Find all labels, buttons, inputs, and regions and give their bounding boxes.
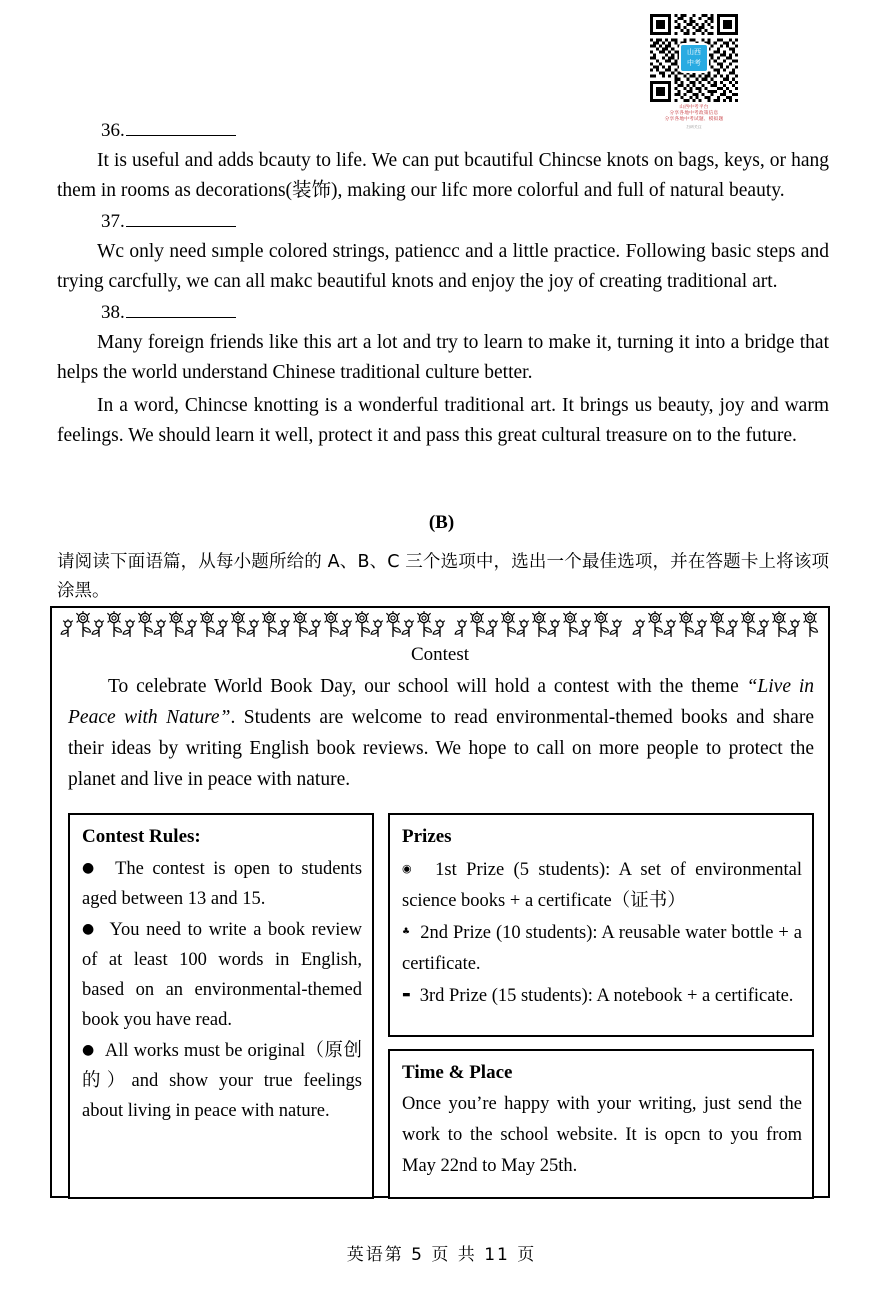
qr-logo-line2: 中考 xyxy=(687,59,701,67)
prize-item xyxy=(402,853,802,917)
prizes-box xyxy=(388,813,814,1037)
poster-info-boxes xyxy=(68,813,814,1199)
contest-rule-item xyxy=(82,914,362,1035)
section-b-instruction: 请阅读下面语篇，从每小题所给的 A、B、C 三个选项中，选出一个最佳选项，并在答题卡上将该项涂黑。 xyxy=(57,552,829,601)
contest-rules-heading: Contest Rules: xyxy=(82,826,201,847)
poster-right-column xyxy=(388,813,814,1199)
contest-poster xyxy=(50,606,830,1198)
bullet-trophy-icon: ♣ xyxy=(402,927,411,937)
bullet-filled-circle-icon: ● xyxy=(82,860,99,876)
flower-border-decoration xyxy=(58,611,824,641)
time-and-place-text: Once you’re happy with your writing, just send the work to the school website. It is opcn to you from May 22nd to May 25th. xyxy=(402,1094,802,1176)
question-36-line xyxy=(57,118,829,144)
prize-text: 1st Prize (5 students): A set of environmental science books + a certificate（证书） xyxy=(402,860,803,911)
prize-text: 3rd Prize (15 students): A notebook + a certificate. xyxy=(419,986,794,1006)
contest-rule-text: All works must be original（原创的）and show your true feelings about living in peace with nature. xyxy=(82,1041,362,1121)
question-38-blank[interactable] xyxy=(126,304,236,318)
prizes-heading: Prizes xyxy=(402,826,452,847)
question-37-number: 37. xyxy=(101,211,125,232)
flower-border-svg xyxy=(58,611,824,641)
bullet-dash-icon: ▬ xyxy=(402,990,411,1000)
question-38-line xyxy=(57,300,829,326)
question-37-paragraph: Wc only need sımple colored strings, patiencc and a little practice. Following basic steps and trying carcfully, we can all makc beautiful knots and enjoy the joy of creating traditional art. xyxy=(57,241,829,292)
question-36-blank[interactable] xyxy=(126,122,236,136)
closing-paragraph: In a word, Chincse knotting is a wonderful traditional art. It brings us beauty, joy and warm feelings. We should learn it well, protect it and pass this great cultural treasure on to the future. xyxy=(57,395,829,446)
bullet-filled-circle-icon: ● xyxy=(82,921,97,937)
qr-caption-sub: 扫码关注 xyxy=(686,125,702,130)
poster-intro-part2: . Students are welcome to read environmental-themed books and share their ideas by writing English book reviews. We hope to call on more people to protect the planet and live in peace with nature. xyxy=(68,707,814,790)
qr-code-image xyxy=(650,14,738,102)
prize-item xyxy=(402,917,802,980)
bullet-filled-circle-icon: ● xyxy=(82,1042,95,1058)
poster-intro-part1: To celebrate World Book Day, our school will hold a contest with the theme xyxy=(108,676,747,697)
question-36-number: 36. xyxy=(101,120,125,141)
time-and-place-box xyxy=(388,1049,814,1199)
question-37-blank[interactable] xyxy=(126,213,236,227)
contest-rule-item xyxy=(82,853,362,914)
contest-rule-text: You need to write a book review of at least 100 words in English, based on an environmental-themed book you have read. xyxy=(82,920,363,1030)
time-and-place-heading: Time & Place xyxy=(402,1062,513,1083)
cloze-passage xyxy=(57,118,829,454)
poster-theme-quote: “Live in Peace with Nature” xyxy=(68,676,815,728)
poster-title: Contest xyxy=(410,644,470,665)
bullet-medal-icon: ◉ xyxy=(402,862,417,875)
poster-left-column xyxy=(68,813,374,1199)
prize-text: 2nd Prize (10 students): A reusable water bottle + a certificate. xyxy=(402,923,802,974)
contest-rule-item xyxy=(82,1035,362,1126)
question-38-paragraph: Many foreign friends like this art a lot and try to learn to make it, turning it into a bridge that helps the world understand Chinese traditional culture better. xyxy=(57,332,829,383)
qr-caption-line-2: 分享各地中考政策信息 xyxy=(669,110,719,116)
question-36-paragraph: It is useful and adds bcauty to life. We can put bcautiful Chincse knots on bags, keys, or hang them in rooms as decorations(装饰), making our lifc more colorful and full of natural beauty. xyxy=(57,150,829,201)
qr-logo-line1: 山西 xyxy=(687,48,701,56)
qr-code-block xyxy=(642,14,746,130)
question-37-line xyxy=(57,209,829,235)
question-38-number: 38. xyxy=(101,302,125,323)
qr-center-logo xyxy=(679,43,709,73)
poster-intro-paragraph xyxy=(68,671,814,795)
qr-caption-line-3: 分享各地中考试题、模拟题 xyxy=(664,116,724,123)
contest-rules-box xyxy=(68,813,374,1199)
section-b-label: (B) xyxy=(428,512,455,533)
page-footer: 英语第 5 页 共 11 页 xyxy=(346,1245,537,1265)
qr-caption-line-1: 山西中考平台 xyxy=(679,104,709,110)
contest-rule-text: The contest is open to students aged between 13 and 15. xyxy=(82,859,363,909)
prize-item xyxy=(402,980,802,1012)
